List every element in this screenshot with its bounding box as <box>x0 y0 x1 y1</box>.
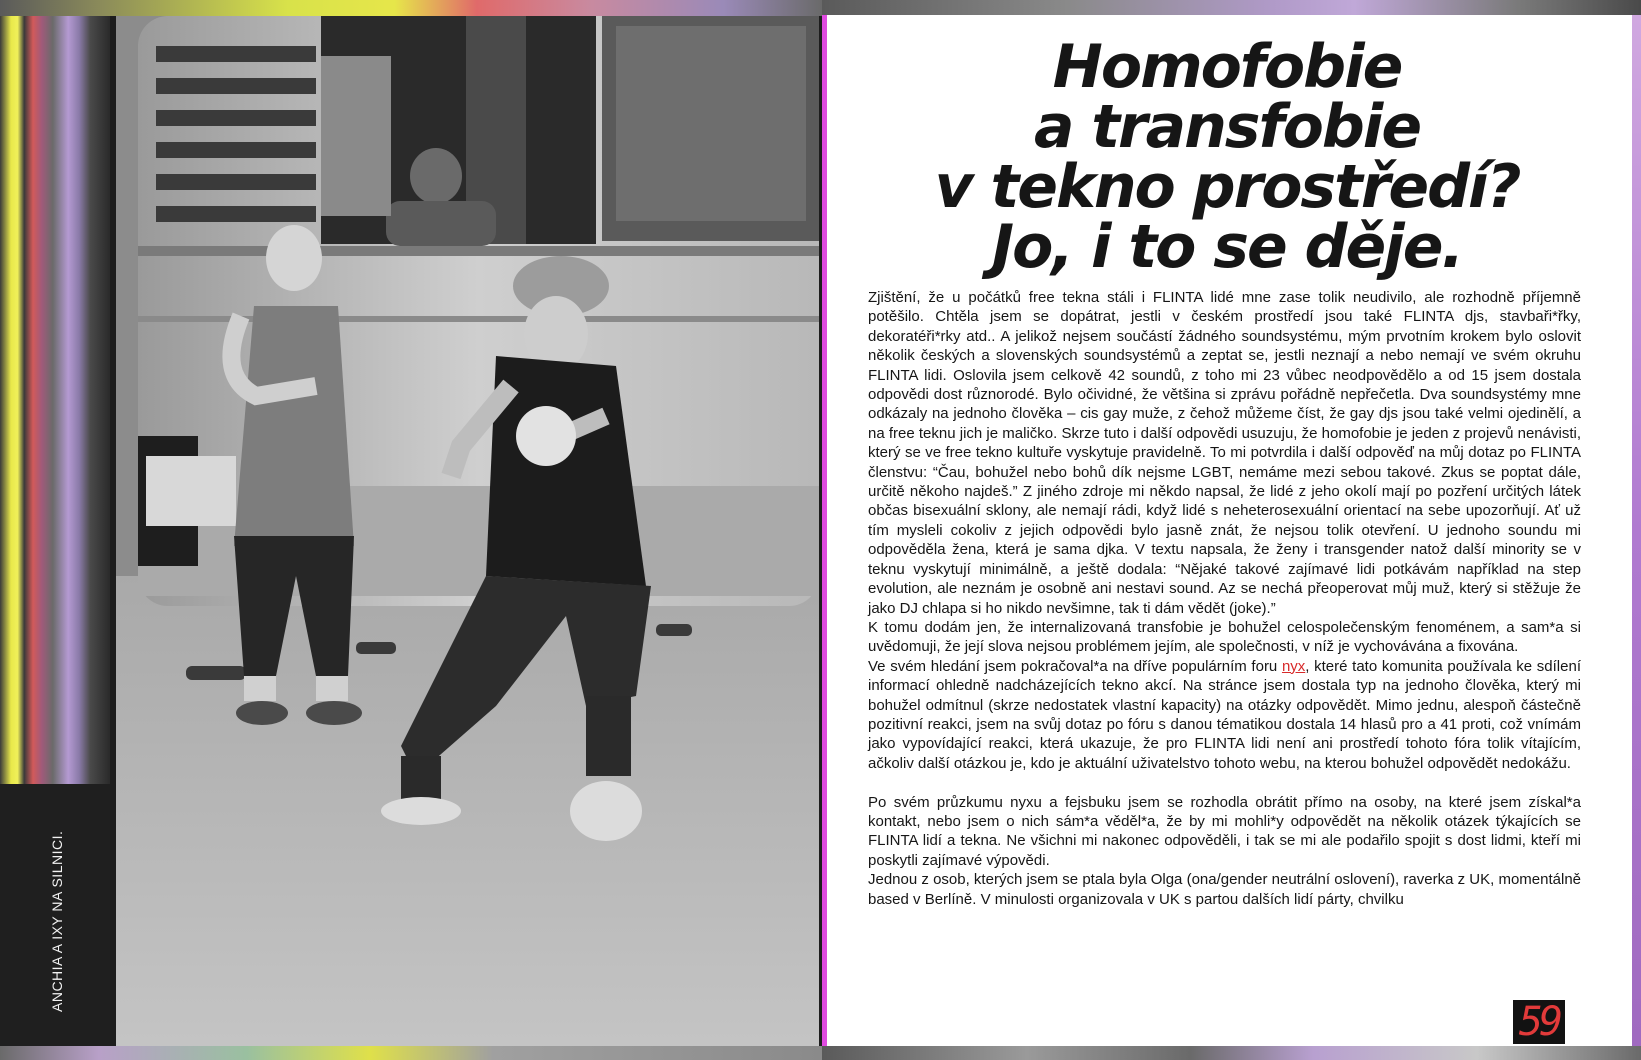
film-strip-bottom <box>0 1046 822 1060</box>
body-paragraph: Zjištění, že u počátků free tekna stáli i FLINTA lidé mne zase tolik neudivilo, ale rozhodně příjemně potěšilo. Chtěla jsem se dopátrat, jestli v českém prostředí jsou také FLINTA djs, stavbaři*řky, dekoratéři*rky atd.. A jelikož nejsem součástí žádného soundsystému, mým prvotním krokem bylo oslovit několik českých a slovenských soundsystémů a zeptat se, jestli neznají a nebo nemají ve svém okruhu FLINTA lidi. Oslovila jsem celkově 42 soundů, z toho mi 23 vůbec neodpovědělo a od 15 jsem dostala odpovědi dost různorodé. Bylo očividné, že většina si zprávu pořádně nepřečetla. Dva soundsystémy mne odkázaly na jednoho člověka – cis gay muže, z čehož můžeme číst, že gay djs jsou také velmi ojedinělí, a na free teknu jich je maličko. Skrze tuto i další odpovědi usuzuju, že homofobie je jeden z projevů nenávisti, který se ve free tekno kultuře vyskytuje pravidelně. To mi potvrdila i další odpověď na můj dotaz po FLINTA členstvu: “Čau, bohužel nebo bohů dík nejsme LGBT, nemáme mezi sebou takové. Zkus se poptat dále, určitě někoho najdeš.” Z jiného zdroje mi někdo napsal, že lidé z jeho okolí mají po pozření určitých látek občas bisexuální sklony, ale nemají rádi, když lidé s neheterosexuální orientací na sebe upozorňují. Ať už tím mysleli cokoliv z jejich odpovědi bylo jasně znát, že nejsou tolik otevření. U jednoho soundu mi odpověděla žena, která je sama djka. V textu napsala, že ženy i transgender natož další minority se v teknu vyskytují minimálně, a ještě dodala: “Nějaké takové zajímavé lidi potkávám například na step evolution, ale neznám je osobně ani nestavi sound. Az se nechá přeoperovat můj muž, který si stěžuje že jako DJ chlapa si ho nikdo nevšimne, tak ti dám vědět (joke).” <box>868 289 1581 617</box>
headline-line: Homofobie <box>1052 32 1402 102</box>
film-strip-left <box>0 16 110 784</box>
paragraph-text: , které tato komunita používala ke sdílení informací ohledně nadcházejících tekno akcí. Na stránce jsem dostala typ na jednoho člověka, který mi bohužel odmítnul (skrze nedostatek vlastní kapacity) na otázky odpovědět. Mimo jednu, alespoň částečně pozitivní reakci, jsem na svůj dotaz po fóru s danou tématikou dostala 14 hlasů pro a 41 proti, což vnímám jako vypovídající reakci, která ukazuje, že pro FLINTA lidi není ani prostředí tohoto fóra tolik vítajícím, ačkoliv další otázkou je, kdo je aktuální uživatelstvo tohoto webu, na kterou bohužel odpovědět nedokážu. <box>868 657 1581 772</box>
film-strip-bottom-right <box>822 1046 1641 1060</box>
article-headline <box>867 32 1587 282</box>
nyx-link[interactable]: nyx <box>1281 657 1306 675</box>
article-page <box>822 15 1632 1046</box>
article-body <box>868 288 1581 909</box>
right-page <box>822 0 1641 1060</box>
bw-photo-dancers <box>116 16 819 1046</box>
film-strip-right <box>1632 15 1641 1046</box>
body-paragraph: Po svém průzkumu nyxu a fejsbuku jsem se rozhodla obrátit přímo na osoby, na které jsem získal*a kontakt, nebo jsem o nich sám*a věděl*a, že by mi mohli*y odpovědět na několik otázek týkajících se FLINTA lidí a tekna. Ne všichni mi nakonec odpověděli, i tak se mi ale podařilo spojit s dost lidmi, kteří mi poskytli zajímavé výpovědi. <box>868 793 1581 869</box>
body-paragraph <box>868 657 1581 773</box>
film-strip-top <box>0 0 822 16</box>
body-paragraph: Jednou z osob, kterých jsem se ptala byla Olga (ona/gender neutrální oslovení), raverka z UK, momentálně based v Berlíně. V minulosti organizovala v UK s partou dalších lidí párty, chvilku <box>868 871 1581 908</box>
paragraph-text: Ve svém hledání jsem pokračoval*a na dříve populárním foru <box>868 657 1282 675</box>
page-number: 59 <box>1513 1000 1565 1044</box>
headline-line: a transfobie <box>1033 92 1421 162</box>
body-paragraph: K tomu dodám jen, že internalizovaná transfobie je bohužel celospolečenským fenoménem, a sam*a si uvědomuji, že její slova nejsou problémem jejím, ale společnosti, v níž je vychovávána a fixována. <box>868 618 1581 656</box>
photo-credit: ANCHIA A IXY NA SILNICI. <box>49 830 65 1012</box>
headline-line: v tekno prostředí? <box>934 152 1520 222</box>
film-strip-top-right <box>822 0 1641 15</box>
headline-line: Jo, i to se děje. <box>991 212 1463 282</box>
